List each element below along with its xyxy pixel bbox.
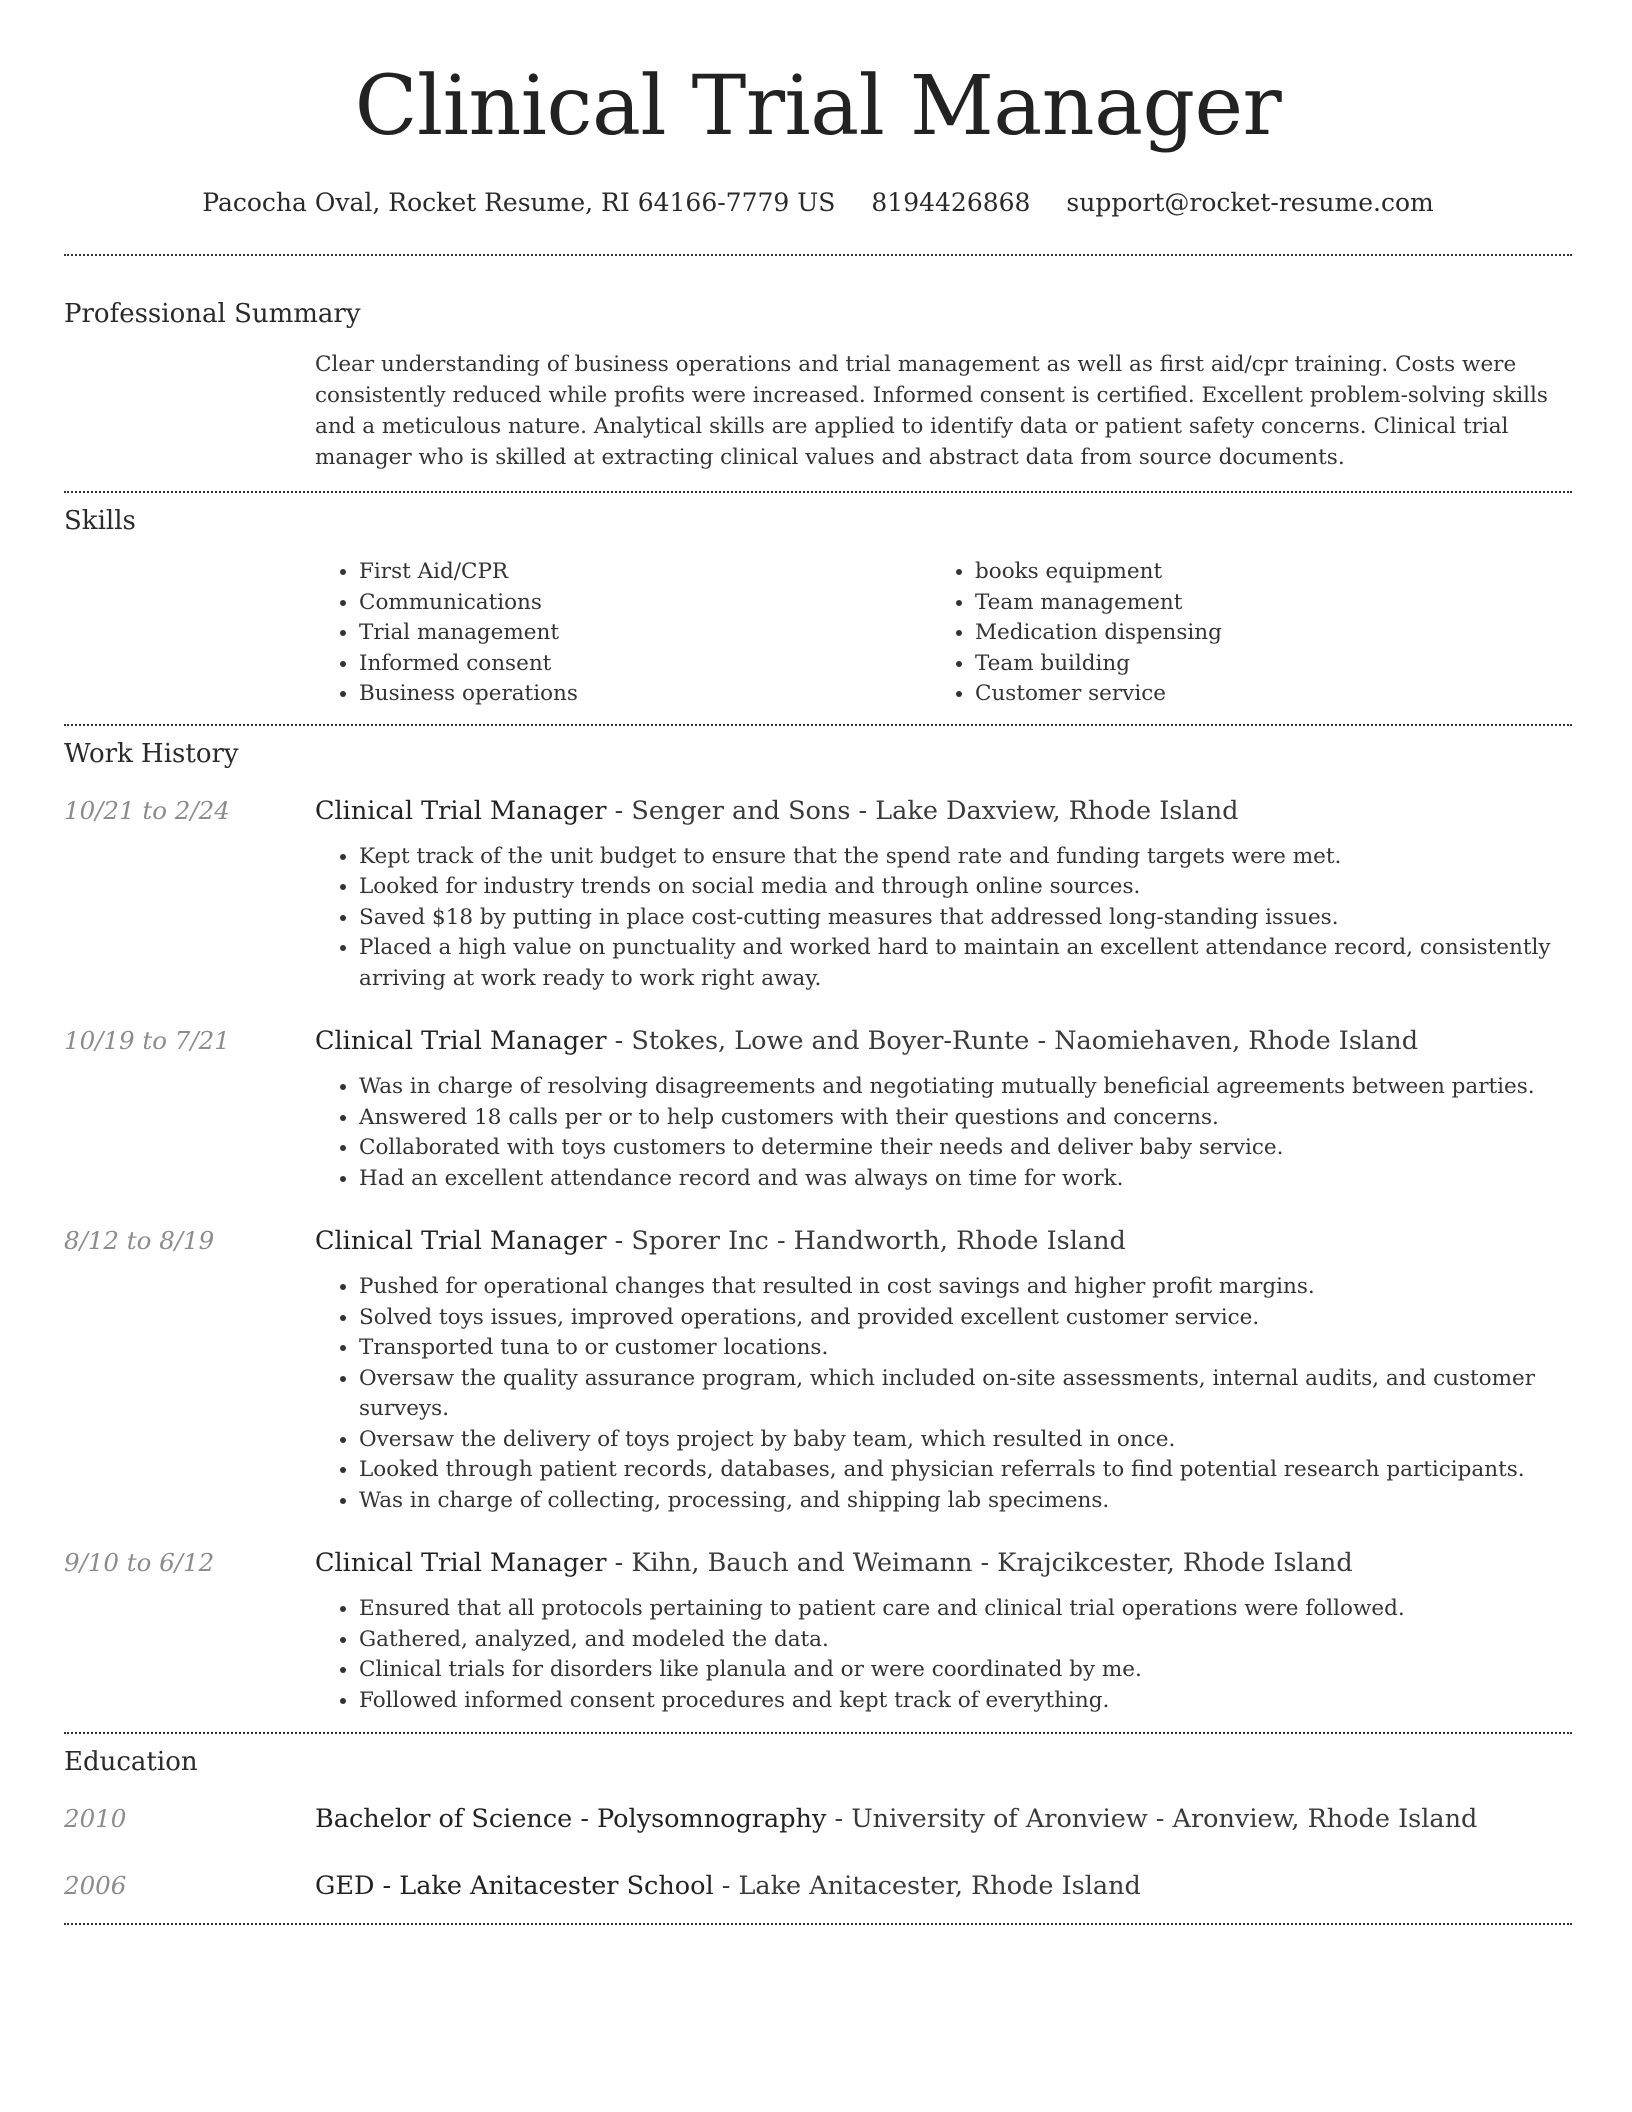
contact-phone: 8194426868 — [871, 188, 1031, 217]
contact-line — [64, 186, 1572, 220]
contact-email: support@rocket-resume.com — [1066, 188, 1434, 217]
job-separator: - — [606, 1226, 632, 1256]
job-bullet: • Answered 18 calls per or to help customers with their questions and concerns. — [359, 1103, 1572, 1134]
skills-column-left — [315, 557, 931, 710]
job-bullet: • Collaborated with toys customers to determine their needs and deliver baby service. — [359, 1133, 1572, 1164]
education-entry — [64, 1802, 1572, 1836]
job-bullet: • Followed informed consent procedures and kept track of everything. — [359, 1686, 1572, 1717]
job-bullet: • Had an excellent attendance record and was always on time for work. — [359, 1164, 1572, 1195]
divider — [64, 1732, 1572, 1734]
job-bullet: • Transported tuna to or customer locations. — [359, 1333, 1572, 1364]
divider — [64, 491, 1572, 493]
job-title: Clinical Trial Manager — [315, 795, 607, 826]
job-company: Senger and Sons - Lake Daxview, Rhode Island — [631, 795, 1239, 826]
job-heading — [315, 1024, 1418, 1058]
education-year: 2006 — [64, 1871, 127, 1900]
job-bullet: • Clinical trials for disorders like planula and or were coordinated by me. — [359, 1655, 1572, 1686]
job-entry — [64, 794, 1572, 995]
job-header — [64, 1024, 1572, 1058]
job-separator: - — [606, 795, 632, 826]
job-bullet: • Placed a high value on punctuality and worked hard to maintain an excellent attendance record, consistently arriving at work ready to work right away. — [359, 933, 1572, 994]
section-title-summary: Professional Summary — [64, 299, 361, 329]
divider — [64, 1923, 1572, 1925]
job-dates: 10/21 to 2/24 — [64, 795, 230, 825]
skill-item: • books equipment — [975, 557, 1547, 588]
skill-item: • Business operations — [359, 679, 931, 710]
job-bullets — [315, 1072, 1572, 1194]
job-bullet: • Gathered, analyzed, and modeled the data. — [359, 1625, 1572, 1656]
skill-item: • Informed consent — [359, 649, 931, 680]
divider — [64, 724, 1572, 726]
skill-item: • Team management — [975, 588, 1547, 619]
job-header — [64, 1546, 1572, 1580]
job-bullet: • Was in charge of resolving disagreements and negotiating mutually beneficial agreements between parties. — [359, 1072, 1572, 1103]
job-title: Clinical Trial Manager — [315, 1226, 607, 1256]
job-title: Clinical Trial Manager — [315, 1548, 607, 1578]
education-degree: Bachelor of Science - Polysomnography — [315, 1804, 827, 1834]
job-company: Kihn, Bauch and Weimann - Krajcikcester, Rhode Island — [631, 1548, 1353, 1578]
skill-item: • Customer service — [975, 679, 1547, 710]
job-bullet: • Saved $18 by putting in place cost-cutting measures that addressed long-standing issues. — [359, 903, 1572, 934]
section-title-skills: Skills — [64, 506, 136, 536]
education-separator: - — [713, 1871, 739, 1901]
section-title-work: Work History — [64, 738, 239, 769]
job-heading — [315, 1224, 1126, 1258]
skills-list — [315, 557, 1572, 710]
job-bullet: • Looked for industry trends on social media and through online sources. — [359, 872, 1572, 903]
job-entry — [64, 1546, 1572, 1716]
job-header — [64, 794, 1572, 828]
education-school: University of Aronview - Aronview, Rhode Island — [851, 1804, 1478, 1834]
summary-text: Clear understanding of business operations and trial management as well as first aid/cpr training. Costs were consistently reduced while profits were increased. Informed consent is certified. Excellent problem-solving skills and a meticulous nature. Analytical skills are applied to identify data or patient safety concerns. Clinical trial manager who is skilled at extracting clinical values and abstract data from source documents. — [315, 352, 1548, 470]
job-title: Clinical Trial Manager — [315, 1026, 607, 1056]
job-entry — [64, 1224, 1572, 1516]
education-heading — [315, 1869, 1141, 1903]
job-bullet: • Looked through patient records, databases, and physician referrals to find potential research participants. — [359, 1455, 1572, 1486]
job-bullets — [315, 842, 1572, 995]
section-title-education: Education — [64, 1747, 198, 1777]
skill-item: • Communications — [359, 588, 931, 619]
job-separator: - — [606, 1548, 632, 1578]
job-bullet: • Kept track of the unit budget to ensure that the spend rate and funding targets were met. — [359, 842, 1572, 873]
contact-address: Pacocha Oval, Rocket Resume, RI 64166-7779 US — [202, 188, 836, 217]
resume-name: Clinical Trial Manager — [354, 59, 1282, 154]
job-bullet: • Oversaw the delivery of toys project by baby team, which resulted in once. — [359, 1425, 1572, 1456]
job-bullet: • Was in charge of collecting, processing, and shipping lab specimens. — [359, 1486, 1572, 1517]
job-entry — [64, 1024, 1572, 1194]
job-bullets — [315, 1594, 1572, 1716]
job-bullet: • Oversaw the quality assurance program, which included on-site assessments, internal audits, and customer surveys. — [359, 1364, 1572, 1425]
skill-item: • Team building — [975, 649, 1547, 680]
job-bullet: • Solved toys issues, improved operations, and provided excellent customer service. — [359, 1303, 1572, 1334]
job-bullet: • Ensured that all protocols pertaining to patient care and clinical trial operations were followed. — [359, 1594, 1572, 1625]
skill-item: • Medication dispensing — [975, 618, 1547, 649]
job-dates: 8/12 to 8/19 — [64, 1226, 215, 1255]
job-company: Sporer Inc - Handworth, Rhode Island — [631, 1226, 1126, 1256]
job-bullet: • Pushed for operational changes that resulted in cost savings and higher profit margins. — [359, 1272, 1572, 1303]
job-separator: - — [606, 1026, 632, 1056]
resume-page — [64, 0, 1572, 1925]
education-degree: GED - Lake Anitacester School — [315, 1871, 714, 1901]
education-heading — [315, 1802, 1477, 1836]
job-header — [64, 1224, 1572, 1258]
education-school: Lake Anitacester, Rhode Island — [738, 1871, 1141, 1901]
education-year: 2010 — [64, 1804, 127, 1833]
job-heading — [315, 794, 1239, 828]
skill-item: • First Aid/CPR — [359, 557, 931, 588]
job-dates: 10/19 to 7/21 — [64, 1026, 230, 1055]
job-heading — [315, 1546, 1353, 1580]
job-dates: 9/10 to 6/12 — [64, 1548, 215, 1577]
skills-column-right — [931, 557, 1547, 710]
education-separator: - — [826, 1804, 852, 1834]
skill-item: • Trial management — [359, 618, 931, 649]
divider — [64, 254, 1572, 256]
education-entry — [64, 1869, 1572, 1903]
job-bullets — [315, 1272, 1572, 1516]
job-company: Stokes, Lowe and Boyer-Runte - Naomiehaven, Rhode Island — [631, 1026, 1419, 1056]
